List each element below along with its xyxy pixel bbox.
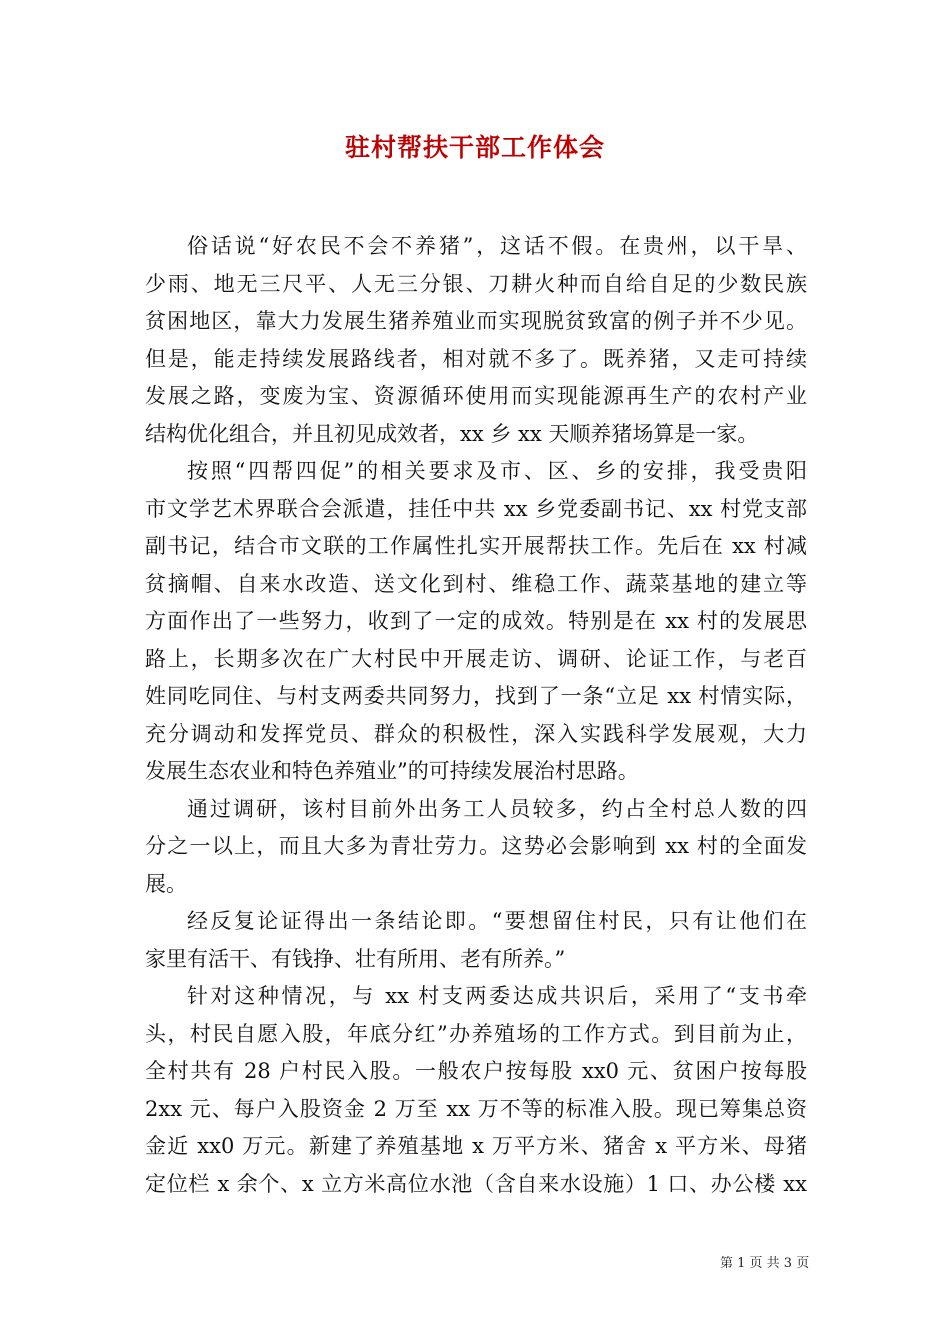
text-line: 通过调研，该村目前外出务工人员较多，约占全村总人数的四 bbox=[187, 796, 807, 821]
text-line: 发展之路，变废为宝、资源循环使用而实现能源再生产的农村产业 bbox=[145, 384, 807, 408]
text-line: 经反复论证得出一条结论即。“要想留住村民，只有让他们在 bbox=[187, 909, 807, 933]
text-line: 头，村民自愿入股，年底分红”办养殖场的工作方式。到目前为止， bbox=[145, 1021, 807, 1046]
document-body bbox=[145, 228, 807, 1203]
text-line: 姓同吃同住、与村支两委共同努力，找到了一条“立足 xx 村情实际， bbox=[145, 684, 807, 708]
text-line: 展。 bbox=[145, 871, 187, 896]
text-line: 金近 xx0 万元。新建了养殖基地 x 万平方米、猪舍 x 平方米、母猪 bbox=[145, 1134, 807, 1158]
text-line: 定位栏 x 余个、x 立方米高位水池（含自来水设施）1 口、办公楼 xx bbox=[145, 1171, 807, 1196]
text-line: 路上，长期多次在广大村民中开展走访、调研、论证工作，与老百 bbox=[145, 646, 807, 671]
text-line: 2xx 元、每户入股资金 2 万至 xx 万不等的标准入股。现已筹集总资 bbox=[145, 1096, 807, 1121]
text-line: 全村共有 28 户村民入股。一般农户按每股 xx0 元、贫困户按每股 bbox=[145, 1059, 807, 1083]
text-line: 俗话说“好农民不会不养猪”，这话不假。在贵州，以干旱、 bbox=[187, 234, 807, 258]
text-line: 发展生态农业和特色养殖业”的可持续发展治村思路。 bbox=[145, 759, 639, 783]
document-title: 驻村帮扶干部工作体会 bbox=[344, 133, 605, 162]
page-footer: 第 1 页 共 3 页 bbox=[720, 1256, 810, 1271]
text-line: 按照“四帮四促”的相关要求及市、区、乡的安排，我受贵阳 bbox=[187, 459, 807, 483]
text-line: 充分调动和发挥党员、群众的积极性，深入实践科学发展观，大力 bbox=[145, 721, 807, 746]
text-line: 贫困地区，靠大力发展生猪养殖业而实现脱贫致富的例子并不少见。 bbox=[145, 309, 807, 333]
text-line: 结构优化组合，并且初见成效者，xx 乡 xx 天顺养猪场算是一家。 bbox=[145, 421, 759, 446]
text-line: 市文学艺术界联合会派遣，挂任中共 xx 乡党委副书记、xx 村党支部 bbox=[145, 496, 807, 521]
text-line: 少雨、地无三尺平、人无三分银、刀耕火种而自给自足的少数民族 bbox=[145, 271, 807, 296]
text-line: 方面作出了一些努力，收到了一定的成效。特别是在 xx 村的发展思 bbox=[145, 609, 807, 633]
text-line: 副书记，结合市文联的工作属性扎实开展帮扶工作。先后在 xx 村减 bbox=[145, 534, 807, 558]
text-line: 贫摘帽、自来水改造、送文化到村、维稳工作、蔬菜基地的建立等 bbox=[145, 571, 807, 596]
text-line: 针对这种情况，与 xx 村支两委达成共识后，采用了“支书牵 bbox=[187, 984, 807, 1008]
text-line: 分之一以上，而且大多为青壮劳力。这势必会影响到 xx 村的全面发 bbox=[145, 834, 807, 858]
text-line: 家里有活干、有钱挣、壮有所用、老有所养。” bbox=[145, 946, 566, 971]
text-line: 但是，能走持续发展路线者，相对就不多了。既养猪，又走可持续 bbox=[145, 346, 807, 371]
